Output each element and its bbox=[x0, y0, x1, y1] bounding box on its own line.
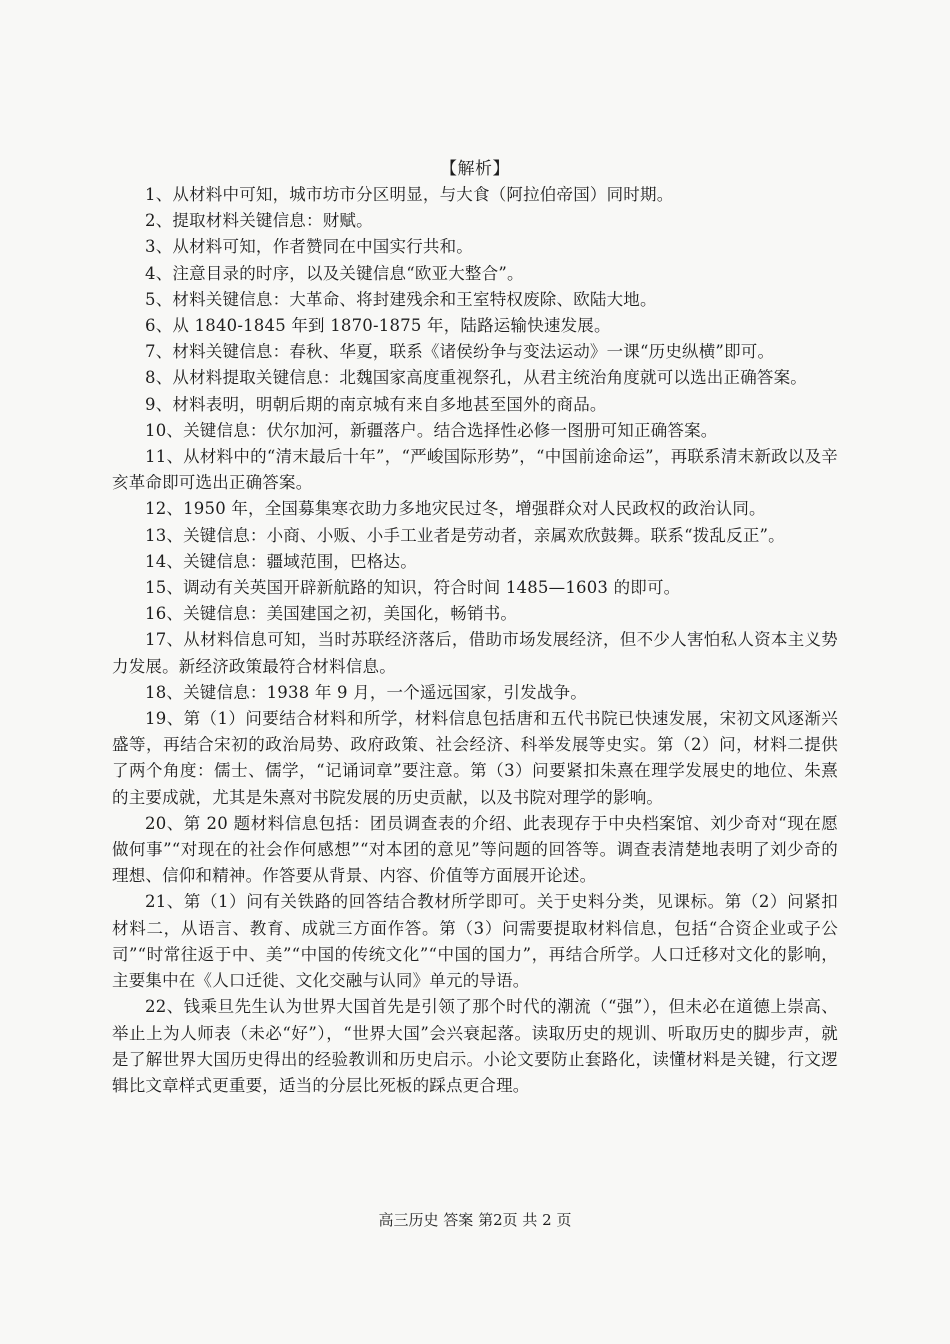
analysis-item-7: 7、材料关键信息：春秋、华夏，联系《诸侯纷争与变法运动》一课“历史纵横”即可。 bbox=[145, 342, 775, 362]
analysis-item-2: 2、提取材料关键信息：财赋。 bbox=[145, 211, 373, 231]
analysis-item-3: 3、从材料可知，作者赞同在中国实行共和。 bbox=[145, 237, 473, 257]
analysis-item-16: 16、关键信息：美国建国之初，美国化，畅销书。 bbox=[145, 604, 518, 624]
analysis-item-1: 1、从材料中可知，城市坊市分区明显，与大食（阿拉伯帝国）同时期。 bbox=[145, 185, 674, 204]
page-footer: 高三历史 答案 第2页 共 2 页 bbox=[378, 1211, 572, 1229]
analysis-item-15: 15、调动有关英国开辟新航路的知识，符合时间 1485—1603 的即可。 bbox=[145, 578, 681, 598]
analysis-item-19: 19、第（1）问要结合材料和所学，材料信息包括唐和五代书院已快速发展，宋初文风逐渐兴盛等，再结合宋初的政治局势、政府政策、社会经济、科举发展等史实。第（2）问，材料二提供了两个角度：儒士、儒学，“记诵词章”要注意。第（3）问要紧扣朱熹在理学发展史的地位、朱熹的主要成就，尤其是朱熹对书院发展的历史贡献，以及书院对理学的影响。 bbox=[112, 709, 838, 807]
analysis-item-4: 4、注意目录的时序，以及关键信息“欧亚大整合”。 bbox=[145, 263, 524, 283]
analysis-list bbox=[112, 182, 838, 1099]
section-heading: 【解析】 bbox=[440, 159, 510, 179]
analysis-item-17: 17、从材料信息可知，当时苏联经济落后，借助市场发展经济，但不少人害怕私人资本主义势力发展。新经济政策最符合材料信息。 bbox=[112, 630, 838, 676]
analysis-item-22: 22、钱乘旦先生认为世界大国首先是引领了那个时代的潮流（“强”），但未必在道德上崇高、举止上为人师表（未必“好”），“世界大国”会兴衰起落。读取历史的规训、听取历史的脚步声，就是了解世界大国历史得出的经验教训和历史启示。小论文要防止套路化，读懂材料是关键，行文逻辑比文章样式更重要，适当的分层比死板的踩点更合理。 bbox=[112, 997, 838, 1095]
analysis-item-18: 18、关键信息：1938 年 9 月，一个遥远国家，引发战争。 bbox=[145, 682, 587, 702]
analysis-item-10: 10、关键信息：伏尔加河，新疆落户。结合选择性必修一图册可知正确答案。 bbox=[145, 420, 718, 440]
analysis-item-13: 13、关键信息：小商、小贩、小手工业者是劳动者，亲属欢欣鼓舞。联系“拨乱反正”。 bbox=[145, 525, 785, 545]
analysis-item-21: 21、第（1）问有关铁路的回答结合教材所学即可。关于史料分类，见课标。第（2）问紧扣材料二，从语言、教育、成就三方面作答。第（3）问需要提取材料信息，包括“合资企业或子公司”“时常往返于中、美”“中国的传统文化”“中国的国力”，再结合所学。人口迁移对文化的影响，主要集中在《人口迁徙、文化交融与认同》单元的导语。 bbox=[112, 892, 838, 991]
analysis-item-14: 14、关键信息：疆域范围，巴格达。 bbox=[145, 551, 417, 571]
analysis-item-20: 20、第 20 题材料信息包括：团员调查表的介绍、此表现存于中央档案馆、刘少奇对“现在愿做何事”“对现在的社会作何感想”“对本团的意见”等问题的回答等。调查表清楚地表明了刘少奇的理想、信仰和精神。作答要从背景、内容、价值等方面展开论述。 bbox=[112, 813, 838, 886]
analysis-item-11: 11、从材料中的“清末最后十年”，“严峻国际形势”，“中国前途命运”，再联系清末新政以及辛亥革命即可选出正确答案。 bbox=[112, 447, 838, 493]
analysis-item-8: 8、从材料提取关键信息：北魏国家高度重视祭孔，从君主统治角度就可以选出正确答案。 bbox=[145, 368, 807, 388]
analysis-item-12: 12、1950 年，全国募集寒衣助力多地灾民过冬，增强群众对人民政权的政治认同。 bbox=[145, 499, 766, 519]
analysis-item-9: 9、材料表明，明朝后期的南京城有来自多地甚至国外的商品。 bbox=[145, 394, 607, 414]
analysis-item-5: 5、材料关键信息：大革命、将封建残余和王室特权废除、欧陆大地。 bbox=[145, 289, 657, 309]
analysis-item-6: 6、从 1840-1845 年到 1870-1875 年，陆路运输快速发展。 bbox=[145, 316, 611, 336]
